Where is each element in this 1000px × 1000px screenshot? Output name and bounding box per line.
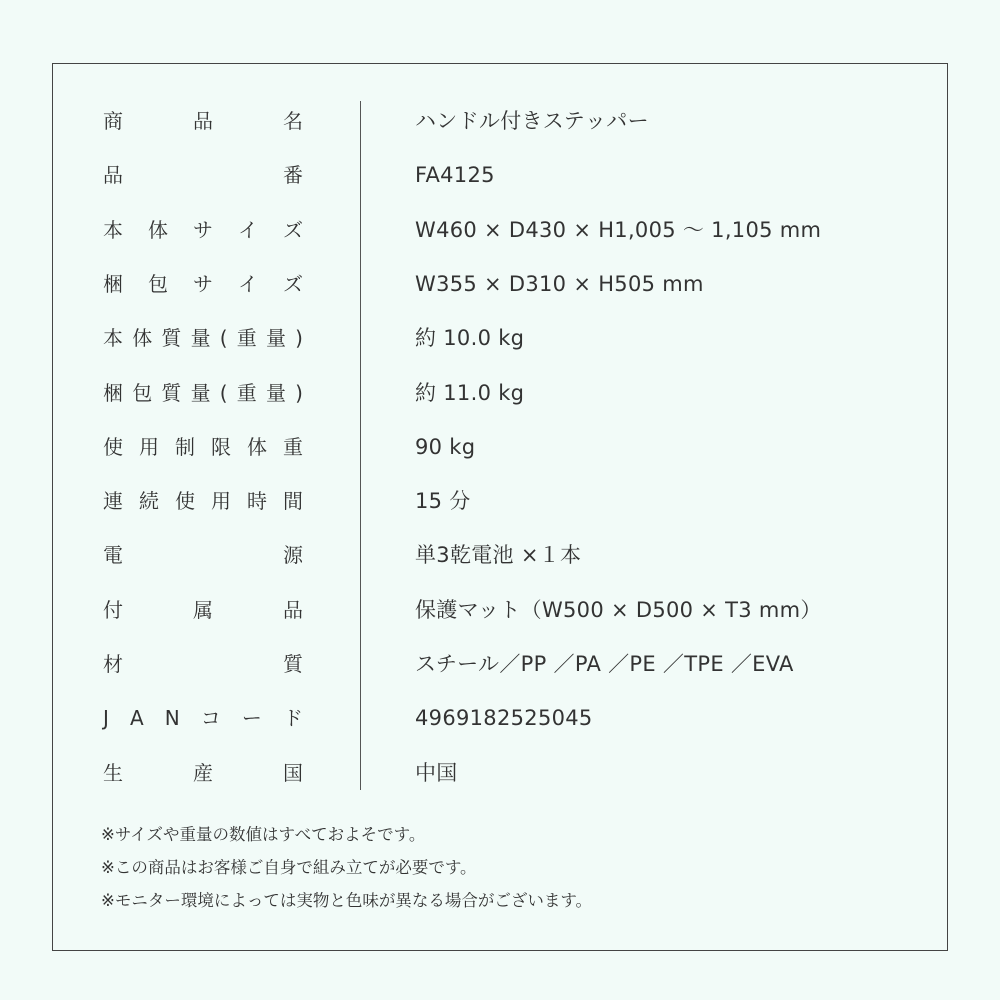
spec-row <box>0 373 1000 413</box>
spec-label-char: 量 <box>190 326 211 351</box>
notes-block <box>101 818 921 917</box>
spec-value: 保護マット（W500 × D500 × T3 mm） <box>415 597 822 622</box>
spec-label-char: サ <box>193 217 213 242</box>
spec-label-char: 用 <box>139 434 159 459</box>
spec-label-char: ズ <box>283 271 303 296</box>
spec-label-char: 間 <box>283 489 303 514</box>
spec-label-char: イ <box>238 271 258 296</box>
spec-label-char: サ <box>193 271 213 296</box>
spec-label <box>103 590 303 630</box>
spec-label-char: 量 <box>265 380 286 405</box>
spec-label-char: ( <box>219 326 228 351</box>
spec-label-char: コ <box>200 706 221 731</box>
spec-label-char: 重 <box>283 434 303 459</box>
spec-label-char: J <box>103 706 109 731</box>
spec-label-char: 品 <box>103 163 123 188</box>
spec-label-char: 名 <box>283 109 303 133</box>
spec-label-char: N <box>164 706 180 731</box>
spec-value: W460 × D430 × H1,005 〜 1,105 mm <box>415 217 822 242</box>
spec-label-char: 包 <box>148 271 168 296</box>
spec-label <box>103 318 303 358</box>
spec-value: 90 kg <box>415 434 476 459</box>
spec-label-char: 本 <box>103 217 123 242</box>
spec-label-char: 梱 <box>103 271 123 296</box>
spec-label-char: 源 <box>283 543 303 568</box>
spec-label <box>103 101 303 141</box>
spec-label <box>103 264 303 304</box>
spec-label-char: 品 <box>193 109 213 133</box>
spec-row <box>0 210 1000 250</box>
spec-value: 中国 <box>415 760 458 785</box>
spec-label-char: A <box>129 706 144 731</box>
spec-label-char: 国 <box>283 760 303 785</box>
spec-label-char: 本 <box>103 326 123 351</box>
spec-label <box>103 535 303 575</box>
spec-label <box>103 210 303 250</box>
spec-label-char: 用 <box>211 489 231 514</box>
spec-value: ハンドル付きステッパー <box>415 109 649 133</box>
spec-label-char: 重 <box>236 380 257 405</box>
spec-label-char: 制 <box>175 434 195 459</box>
spec-label-char: ド <box>282 706 303 731</box>
spec-label-char: 続 <box>139 489 159 514</box>
spec-row <box>0 427 1000 467</box>
spec-label <box>103 427 303 467</box>
spec-label-char: 体 <box>132 326 153 351</box>
spec-label-char: 属 <box>193 597 213 622</box>
spec-label <box>103 753 303 793</box>
spec-label-char: ズ <box>283 217 303 242</box>
spec-label-char: 体 <box>247 434 267 459</box>
spec-label-char: 量 <box>190 380 211 405</box>
spec-row <box>0 535 1000 575</box>
spec-label-char: 体 <box>148 217 168 242</box>
spec-label-char: 使 <box>175 489 195 514</box>
spec-label <box>103 644 303 684</box>
spec-value: 約 11.0 kg <box>415 380 525 405</box>
spec-value: 4969182525045 <box>415 706 593 731</box>
spec-row <box>0 318 1000 358</box>
spec-label-char: ー <box>241 706 262 731</box>
spec-label-char: 番 <box>283 163 303 188</box>
spec-value: 単3乾電池 ×１本 <box>415 543 582 568</box>
spec-label-char: 生 <box>103 760 123 785</box>
spec-label-char: 限 <box>211 434 231 459</box>
spec-label-char: 時 <box>247 489 267 514</box>
spec-label-char: 付 <box>103 597 123 622</box>
spec-label-char: 質 <box>161 380 182 405</box>
spec-row <box>0 590 1000 630</box>
spec-value: 15 分 <box>415 489 471 514</box>
spec-label-char: 商 <box>103 109 123 133</box>
spec-value: スチール／PP ／PA ／PE ／TPE ／EVA <box>415 652 794 676</box>
spec-label-char: 重 <box>236 326 257 351</box>
spec-value: 約 10.0 kg <box>415 326 525 351</box>
spec-label-char: 質 <box>161 326 182 351</box>
spec-row <box>0 264 1000 304</box>
spec-label-char: ) <box>295 326 303 351</box>
spec-label-char: 質 <box>283 652 303 676</box>
spec-label-char: 使 <box>103 434 123 459</box>
spec-label-char: 連 <box>103 489 123 514</box>
note-line: ※モニター環境によっては実物と色味が異なる場合がございます。 <box>101 891 593 910</box>
spec-label-char: 量 <box>265 326 286 351</box>
spec-label <box>103 155 303 195</box>
spec-label-char: イ <box>238 217 258 242</box>
spec-label-char: 材 <box>103 652 123 676</box>
spec-row <box>0 155 1000 195</box>
spec-label-char: ( <box>219 380 228 405</box>
spec-label-char: ) <box>295 380 303 405</box>
spec-label-char: 品 <box>283 597 303 622</box>
note-line: ※サイズや重量の数値はすべておよそです。 <box>101 825 426 844</box>
spec-row <box>0 644 1000 684</box>
spec-row <box>0 698 1000 738</box>
spec-value: FA4125 <box>415 163 495 188</box>
spec-row <box>0 481 1000 521</box>
spec-row <box>0 753 1000 793</box>
note-line: ※この商品はお客様ご自身で組み立てが必要です。 <box>101 858 477 877</box>
spec-row <box>0 101 1000 141</box>
spec-label-char: 産 <box>193 760 213 785</box>
spec-label-char: 梱 <box>103 380 123 405</box>
spec-value: W355 × D310 × H505 mm <box>415 271 704 296</box>
spec-label <box>103 373 303 413</box>
spec-label <box>103 481 303 521</box>
spec-label <box>103 698 303 738</box>
spec-label-char: 電 <box>103 543 123 568</box>
spec-label-char: 包 <box>132 380 153 405</box>
